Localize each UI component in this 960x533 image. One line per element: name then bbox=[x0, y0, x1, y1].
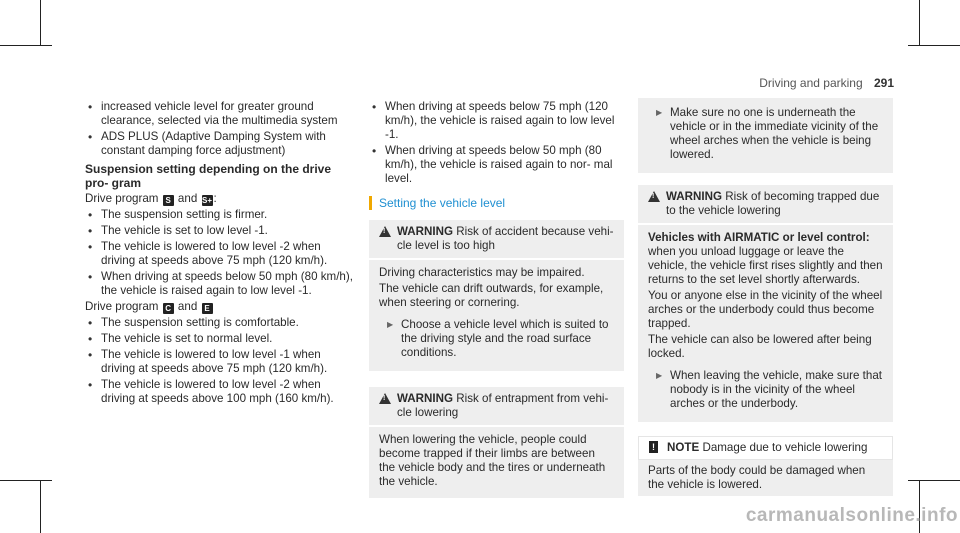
warning-text: The vehicle can also be lowered after being locked. bbox=[648, 333, 872, 360]
list-item: • When driving at speeds below 50 mph (80 km/h), the vehicle is raised again to low level -1. bbox=[85, 270, 357, 298]
warning-box bbox=[369, 387, 624, 498]
drive-program-line bbox=[85, 300, 357, 314]
colon: : bbox=[213, 192, 217, 205]
column-2 bbox=[369, 100, 624, 508]
action-step: ▶ Make sure no one is underneath the vehicle or in the immediate vicinity of the wheel arches when the vehicle is being lowered. bbox=[648, 106, 883, 162]
warning-text: Driving characteristics may be impaired. bbox=[379, 266, 585, 279]
warning-body bbox=[369, 260, 624, 371]
crop-mark bbox=[0, 480, 52, 481]
warning-body bbox=[638, 225, 893, 422]
action-step: ▶ Choose a vehicle level which is suited to the driving style and the road surface conditions. bbox=[379, 318, 614, 360]
column-1 bbox=[85, 100, 357, 408]
drive-program-prefix: Drive program bbox=[85, 192, 159, 205]
note-header bbox=[638, 436, 893, 460]
warning-body bbox=[638, 98, 893, 173]
warning-box bbox=[638, 185, 893, 422]
crop-mark bbox=[40, 480, 41, 533]
warning-text: The vehicle can drift outwards, for example, when steering or cornering. bbox=[379, 282, 604, 309]
page-header bbox=[759, 76, 894, 90]
program-s-list bbox=[85, 208, 357, 298]
note-body: Parts of the body could be damaged when the vehicle is lowered. bbox=[638, 460, 893, 496]
list-item: • The vehicle is lowered to low level -1 when driving at speeds above 75 mph (120 km/h). bbox=[85, 348, 357, 376]
warning-icon bbox=[379, 226, 391, 237]
warning-box bbox=[369, 220, 624, 371]
list-item: • ADS PLUS (Adaptive Damping System with constant damping force adjustment) bbox=[85, 130, 357, 158]
warning-text-span: when you unload luggage or leave the vehicle, the vehicle first rises slightly and then returns to the set level shortly afterwards. bbox=[648, 245, 883, 286]
drive-program-prefix: Drive program bbox=[85, 300, 159, 313]
warning-title: Risk of becoming trapped due to the vehicle lowering bbox=[666, 190, 880, 217]
warning-icon bbox=[379, 393, 391, 404]
warning-header bbox=[638, 185, 893, 225]
warning-title: Risk of accident because vehi- cle level is too high bbox=[397, 225, 614, 252]
crop-mark bbox=[40, 0, 41, 46]
crop-mark bbox=[919, 0, 920, 46]
crop-mark bbox=[0, 45, 52, 46]
warning-text: You or anyone else in the vicinity of the wheel arches or the underbody could thus become trapped. bbox=[648, 289, 883, 330]
column-3 bbox=[638, 98, 893, 496]
conj: and bbox=[177, 192, 198, 205]
conj: and bbox=[177, 300, 198, 313]
watermark: carmanualsonline.info bbox=[745, 505, 958, 526]
feature-list bbox=[85, 100, 357, 158]
crop-mark bbox=[908, 480, 960, 481]
program-c-list bbox=[85, 316, 357, 406]
subheading: Suspension setting depending on the drive pro- gram bbox=[85, 162, 332, 190]
warning-header bbox=[369, 220, 624, 260]
warning-bold-lead: Vehicles with AIRMATIC or level control: bbox=[648, 231, 870, 244]
list-item: • When driving at speeds below 75 mph (120 km/h), the vehicle is raised again to low level -1. bbox=[369, 100, 624, 142]
list-item: • The vehicle is set to normal level. bbox=[85, 332, 357, 346]
list-item: • The vehicle is lowered to low level -2 when driving at speeds above 100 mph (160 km/h). bbox=[85, 378, 357, 406]
list-item: • The suspension setting is comfortable. bbox=[85, 316, 357, 330]
header-section: Driving and parking bbox=[759, 76, 863, 90]
list-item: • increased vehicle level for greater ground clearance, selected via the multimedia system bbox=[85, 100, 357, 128]
crop-mark bbox=[908, 45, 960, 46]
list-item: • The suspension setting is firmer. bbox=[85, 208, 357, 222]
warning-label: WARNING bbox=[397, 225, 454, 238]
warning-icon bbox=[648, 191, 660, 202]
note-title: Damage due to vehicle lowering bbox=[702, 441, 868, 454]
note-label: NOTE bbox=[667, 441, 700, 454]
action-step: ▶ When leaving the vehicle, make sure that nobody is in the vicinity of the wheel arches or the underbody. bbox=[648, 369, 883, 411]
note-icon: ! bbox=[649, 441, 658, 453]
page-number: 291 bbox=[873, 76, 894, 90]
warning-header bbox=[369, 387, 624, 427]
warning-text bbox=[648, 231, 883, 287]
warning-text: When lowering the vehicle, people could become trapped if their limbs are between the vehicle body and the tires or underneath the vehicle. bbox=[379, 433, 606, 488]
list-item: • When driving at speeds below 50 mph (80 km/h), the vehicle is raised again to nor- mal level. bbox=[369, 144, 624, 186]
note-box bbox=[638, 436, 893, 496]
sport-plus-key-icon: S+ bbox=[201, 196, 212, 205]
warning-title: Risk of entrapment from vehi- cle lowering bbox=[397, 392, 609, 419]
warning-continuation-box bbox=[638, 98, 893, 173]
warning-label: WARNING bbox=[666, 190, 723, 203]
speed-list bbox=[369, 100, 624, 186]
warning-label: WARNING bbox=[397, 392, 454, 405]
sport-key-icon: S bbox=[163, 195, 174, 206]
section-title: Setting the vehicle level bbox=[369, 196, 624, 210]
list-item: • The vehicle is lowered to low level -2 when driving at speeds above 75 mph (120 km/h). bbox=[85, 240, 357, 268]
list-item: • The vehicle is set to low level -1. bbox=[85, 224, 357, 238]
eco-key-icon: E bbox=[202, 303, 213, 314]
drive-program-line bbox=[85, 192, 357, 206]
warning-body bbox=[369, 427, 624, 498]
comfort-key-icon: C bbox=[163, 303, 174, 314]
